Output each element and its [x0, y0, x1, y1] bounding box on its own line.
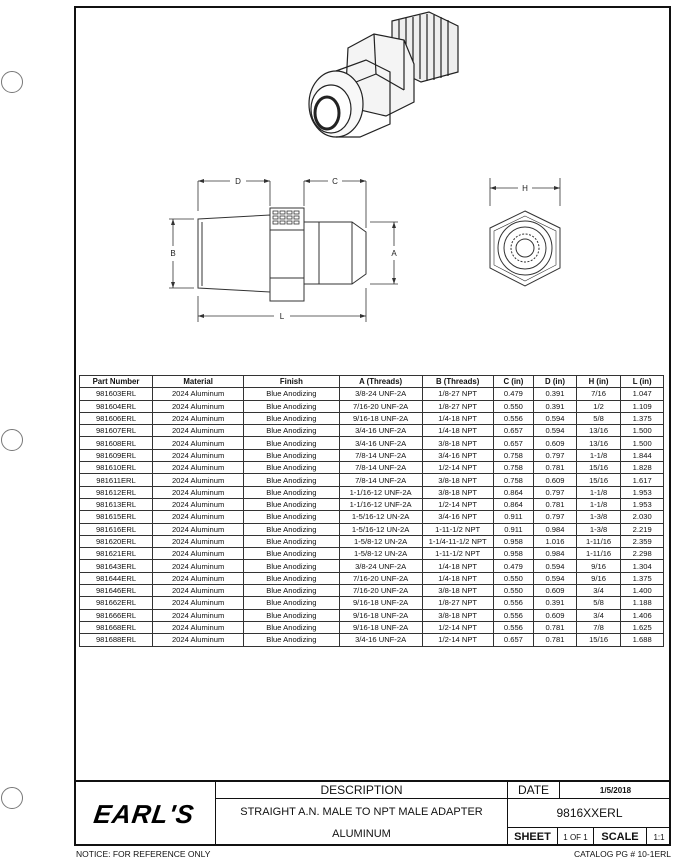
scale-value: 1:1	[653, 832, 665, 842]
cell-material: 2024 Aluminum	[153, 498, 244, 510]
scale-label: SCALE	[594, 828, 647, 846]
reference-notice: NOTICE: FOR REFERENCE ONLY	[76, 849, 211, 859]
table-row	[80, 585, 664, 597]
cell-b-threads: 1/4-18 NPT	[422, 572, 493, 584]
cell-b-threads: 1-1/4-11-1/2 NPT	[422, 535, 493, 547]
cell-h: 15/16	[576, 474, 621, 486]
cell-d: 1.016	[534, 535, 577, 547]
cell-finish: Blue Anodizing	[244, 498, 339, 510]
table-row	[80, 462, 664, 474]
cell-l: 1.617	[621, 474, 664, 486]
cell-part-number: 981666ERL	[80, 609, 153, 621]
parts-table-body	[80, 388, 664, 646]
cell-d: 0.984	[534, 523, 577, 535]
cell-material: 2024 Aluminum	[153, 388, 244, 400]
cell-h: 9/16	[576, 560, 621, 572]
cell-a-threads: 9/16-18 UNF-2A	[339, 412, 422, 424]
cell-finish: Blue Anodizing	[244, 449, 339, 461]
cell-b-threads: 1/2-14 NPT	[422, 634, 493, 646]
table-row	[80, 609, 664, 621]
cell-h: 1-3/8	[576, 511, 621, 523]
cell-c: 0.758	[493, 474, 534, 486]
cell-b-threads: 3/4-16 NPT	[422, 511, 493, 523]
cell-part-number: 981621ERL	[80, 548, 153, 560]
cell-c: 0.657	[493, 425, 534, 437]
sheet-value: 1 OF 1	[558, 828, 594, 846]
col-finish: Finish	[244, 376, 339, 388]
cell-l: 1.828	[621, 462, 664, 474]
cell-finish: Blue Anodizing	[244, 548, 339, 560]
cell-material: 2024 Aluminum	[153, 462, 244, 474]
cell-l: 1.953	[621, 486, 664, 498]
cell-b-threads: 1/4-18 NPT	[422, 412, 493, 424]
cell-l: 1.400	[621, 585, 664, 597]
cell-part-number: 981620ERL	[80, 535, 153, 547]
cell-a-threads: 1-5/8-12 UN-2A	[339, 535, 422, 547]
cell-l: 2.298	[621, 548, 664, 560]
table-row	[80, 388, 664, 400]
col-d: D (in)	[534, 376, 577, 388]
cell-a-threads: 3/8-24 UNF-2A	[339, 560, 422, 572]
cell-part-number: 981610ERL	[80, 462, 153, 474]
cell-material: 2024 Aluminum	[153, 585, 244, 597]
table-row	[80, 634, 664, 646]
cell-part-number: 981646ERL	[80, 585, 153, 597]
cell-b-threads: 1-11-1/2 NPT	[422, 548, 493, 560]
table-row	[80, 535, 664, 547]
description-line-1: STRAIGHT A.N. MALE TO NPT MALE ADAPTER	[240, 805, 483, 818]
cell-b-threads: 3/4-16 NPT	[422, 449, 493, 461]
cell-finish: Blue Anodizing	[244, 597, 339, 609]
cell-part-number: 981607ERL	[80, 425, 153, 437]
table-row	[80, 498, 664, 510]
cell-d: 0.391	[534, 400, 577, 412]
cell-c: 0.479	[493, 560, 534, 572]
cell-material: 2024 Aluminum	[153, 572, 244, 584]
table-header-row	[80, 376, 664, 388]
fitting-3d-render	[309, 12, 458, 137]
cell-d: 0.609	[534, 609, 577, 621]
cell-h: 1-1/8	[576, 449, 621, 461]
cell-d: 0.797	[534, 449, 577, 461]
cell-a-threads: 3/4-16 UNF-2A	[339, 634, 422, 646]
cell-material: 2024 Aluminum	[153, 400, 244, 412]
cell-part-number: 981688ERL	[80, 634, 153, 646]
cell-l: 1.109	[621, 400, 664, 412]
cell-b-threads: 1-11-1/2 NPT	[422, 523, 493, 535]
cell-finish: Blue Anodizing	[244, 437, 339, 449]
cell-h: 1-1/8	[576, 498, 621, 510]
cell-h: 15/16	[576, 634, 621, 646]
table-row	[80, 560, 664, 572]
cell-d: 0.391	[534, 597, 577, 609]
cell-part-number: 981608ERL	[80, 437, 153, 449]
cell-l: 2.359	[621, 535, 664, 547]
cell-material: 2024 Aluminum	[153, 609, 244, 621]
cell-h: 1-11/16	[576, 548, 621, 560]
cell-material: 2024 Aluminum	[153, 425, 244, 437]
cell-finish: Blue Anodizing	[244, 523, 339, 535]
cell-part-number: 981644ERL	[80, 572, 153, 584]
cell-b-threads: 3/8-18 NPT	[422, 437, 493, 449]
cell-finish: Blue Anodizing	[244, 412, 339, 424]
cell-b-threads: 1/2-14 NPT	[422, 621, 493, 633]
cell-l: 1.375	[621, 572, 664, 584]
cell-part-number: 981616ERL	[80, 523, 153, 535]
col-h: H (in)	[576, 376, 621, 388]
cell-l: 1.953	[621, 498, 664, 510]
cell-material: 2024 Aluminum	[153, 560, 244, 572]
cell-a-threads: 7/8-14 UNF-2A	[339, 449, 422, 461]
cell-b-threads: 1/8-27 NPT	[422, 597, 493, 609]
cell-material: 2024 Aluminum	[153, 597, 244, 609]
cell-finish: Blue Anodizing	[244, 462, 339, 474]
cell-d: 0.594	[534, 572, 577, 584]
cell-a-threads: 1-1/16-12 UNF-2A	[339, 486, 422, 498]
cell-part-number: 981613ERL	[80, 498, 153, 510]
cell-material: 2024 Aluminum	[153, 523, 244, 535]
cell-part-number: 981662ERL	[80, 597, 153, 609]
cell-finish: Blue Anodizing	[244, 388, 339, 400]
table-row	[80, 474, 664, 486]
cell-d: 0.984	[534, 548, 577, 560]
cell-c: 0.911	[493, 523, 534, 535]
cell-finish: Blue Anodizing	[244, 609, 339, 621]
cell-a-threads: 3/4-16 UNF-2A	[339, 425, 422, 437]
parts-table	[79, 375, 664, 647]
dim-label-l: L	[279, 312, 285, 321]
cell-material: 2024 Aluminum	[153, 634, 244, 646]
dim-label-d: D	[235, 177, 241, 186]
logo-cell	[74, 782, 216, 846]
cell-l: 1.406	[621, 609, 664, 621]
cell-part-number: 981612ERL	[80, 486, 153, 498]
catalog-page: CATALOG PG # 10-1ERL	[574, 849, 671, 859]
table-row	[80, 400, 664, 412]
cell-d: 0.609	[534, 585, 577, 597]
cell-a-threads: 9/16-18 UNF-2A	[339, 609, 422, 621]
date-value: 1/5/2018	[560, 782, 671, 799]
dimension-lines	[169, 178, 560, 322]
cell-a-threads: 7/16-20 UNF-2A	[339, 572, 422, 584]
cell-c: 0.556	[493, 597, 534, 609]
cell-d: 0.594	[534, 412, 577, 424]
cell-a-threads: 9/16-18 UNF-2A	[339, 597, 422, 609]
cell-material: 2024 Aluminum	[153, 511, 244, 523]
col-a-threads: A (Threads)	[339, 376, 422, 388]
col-b-threads: B (Threads)	[422, 376, 493, 388]
cell-d: 0.797	[534, 511, 577, 523]
col-c: C (in)	[493, 376, 534, 388]
cell-finish: Blue Anodizing	[244, 560, 339, 572]
table-row	[80, 437, 664, 449]
cell-d: 0.797	[534, 486, 577, 498]
dim-label-a: A	[391, 249, 397, 258]
cell-c: 0.550	[493, 585, 534, 597]
cell-l: 1.500	[621, 425, 664, 437]
binder-hole	[1, 787, 23, 809]
title-block	[74, 780, 671, 846]
cell-l: 1.047	[621, 388, 664, 400]
cell-c: 0.758	[493, 462, 534, 474]
cell-finish: Blue Anodizing	[244, 486, 339, 498]
cell-h: 1-1/8	[576, 486, 621, 498]
cell-d: 0.781	[534, 498, 577, 510]
cell-h: 5/8	[576, 597, 621, 609]
cell-b-threads: 1/2-14 NPT	[422, 462, 493, 474]
cell-c: 0.657	[493, 634, 534, 646]
cell-h: 13/16	[576, 425, 621, 437]
cell-finish: Blue Anodizing	[244, 621, 339, 633]
cell-b-threads: 3/8-18 NPT	[422, 474, 493, 486]
cell-c: 0.479	[493, 388, 534, 400]
table-row	[80, 486, 664, 498]
cell-l: 1.304	[621, 560, 664, 572]
cell-c: 0.550	[493, 400, 534, 412]
cell-b-threads: 1/4-18 NPT	[422, 425, 493, 437]
description-body	[216, 799, 508, 846]
cell-part-number: 981604ERL	[80, 400, 153, 412]
cell-b-threads: 1/4-18 NPT	[422, 560, 493, 572]
cell-part-number: 981668ERL	[80, 621, 153, 633]
cell-d: 0.609	[534, 474, 577, 486]
cell-material: 2024 Aluminum	[153, 449, 244, 461]
cell-c: 0.556	[493, 609, 534, 621]
cell-finish: Blue Anodizing	[244, 535, 339, 547]
cell-finish: Blue Anodizing	[244, 634, 339, 646]
cell-d: 0.781	[534, 621, 577, 633]
description-line-2: ALUMINUM	[332, 827, 391, 840]
col-material: Material	[153, 376, 244, 388]
cell-a-threads: 9/16-18 UNF-2A	[339, 621, 422, 633]
table-row	[80, 523, 664, 535]
cell-b-threads: 1/2-14 NPT	[422, 498, 493, 510]
cell-material: 2024 Aluminum	[153, 437, 244, 449]
cell-b-threads: 3/8-18 NPT	[422, 486, 493, 498]
cell-l: 1.625	[621, 621, 664, 633]
cell-c: 0.958	[493, 535, 534, 547]
cell-h: 7/8	[576, 621, 621, 633]
cell-material: 2024 Aluminum	[153, 621, 244, 633]
cell-c: 0.911	[493, 511, 534, 523]
cell-part-number: 981643ERL	[80, 560, 153, 572]
cell-c: 0.864	[493, 498, 534, 510]
col-l: L (in)	[621, 376, 664, 388]
cell-l: 1.375	[621, 412, 664, 424]
cell-l: 1.844	[621, 449, 664, 461]
cell-h: 3/4	[576, 585, 621, 597]
cell-material: 2024 Aluminum	[153, 486, 244, 498]
cell-c: 0.864	[493, 486, 534, 498]
cell-part-number: 981606ERL	[80, 412, 153, 424]
cell-d: 0.781	[534, 462, 577, 474]
table-row	[80, 412, 664, 424]
cell-c: 0.958	[493, 548, 534, 560]
cell-material: 2024 Aluminum	[153, 548, 244, 560]
dim-label-b: B	[170, 249, 176, 258]
table-row	[80, 621, 664, 633]
cell-d: 0.391	[534, 388, 577, 400]
cell-h: 1/2	[576, 400, 621, 412]
cell-a-threads: 3/8-24 UNF-2A	[339, 388, 422, 400]
cell-part-number: 981609ERL	[80, 449, 153, 461]
table-row	[80, 597, 664, 609]
earls-logo: EARL'S	[92, 798, 197, 829]
cell-h: 9/16	[576, 572, 621, 584]
cell-d: 0.594	[534, 425, 577, 437]
cell-h: 13/16	[576, 437, 621, 449]
col-part-number: Part Number	[80, 376, 153, 388]
cell-a-threads: 1-1/16-12 UNF-2A	[339, 498, 422, 510]
binder-hole	[1, 71, 23, 93]
cell-material: 2024 Aluminum	[153, 412, 244, 424]
cell-a-threads: 1-5/16-12 UN-2A	[339, 523, 422, 535]
cell-h: 3/4	[576, 609, 621, 621]
technical-drawing	[74, 6, 671, 371]
cell-c: 0.657	[493, 437, 534, 449]
cell-c: 0.550	[493, 572, 534, 584]
cell-b-threads: 1/8-27 NPT	[422, 400, 493, 412]
cell-c: 0.556	[493, 621, 534, 633]
cell-finish: Blue Anodizing	[244, 425, 339, 437]
cell-a-threads: 7/8-14 UNF-2A	[339, 462, 422, 474]
cell-b-threads: 3/8-18 NPT	[422, 609, 493, 621]
cell-h: 1-11/16	[576, 535, 621, 547]
cell-a-threads: 3/4-16 UNF-2A	[339, 437, 422, 449]
cell-finish: Blue Anodizing	[244, 572, 339, 584]
cell-b-threads: 1/8-27 NPT	[422, 388, 493, 400]
fitting-end-view	[490, 211, 560, 286]
cell-c: 0.556	[493, 412, 534, 424]
cell-finish: Blue Anodizing	[244, 400, 339, 412]
table-row	[80, 548, 664, 560]
table-row	[80, 511, 664, 523]
cell-c: 0.758	[493, 449, 534, 461]
cell-b-threads: 3/8-18 NPT	[422, 585, 493, 597]
description-label: DESCRIPTION	[216, 782, 508, 799]
cell-a-threads: 7/16-20 UNF-2A	[339, 400, 422, 412]
cell-material: 2024 Aluminum	[153, 535, 244, 547]
binder-hole	[1, 429, 23, 451]
dim-label-h: H	[522, 184, 528, 193]
cell-l: 1.500	[621, 437, 664, 449]
cell-h: 15/16	[576, 462, 621, 474]
cell-a-threads: 7/8-14 UNF-2A	[339, 474, 422, 486]
dim-label-c: C	[332, 177, 338, 186]
cell-a-threads: 1-5/8-12 UN-2A	[339, 548, 422, 560]
date-label: DATE	[508, 782, 560, 799]
cell-h: 5/8	[576, 412, 621, 424]
cell-a-threads: 7/16-20 UNF-2A	[339, 585, 422, 597]
sheet-label: SHEET	[508, 828, 558, 846]
cell-part-number: 981603ERL	[80, 388, 153, 400]
cell-d: 0.781	[534, 634, 577, 646]
fitting-side-view	[198, 208, 366, 301]
cell-d: 0.609	[534, 437, 577, 449]
cell-l: 2.030	[621, 511, 664, 523]
cell-h: 1-3/8	[576, 523, 621, 535]
cell-l: 1.688	[621, 634, 664, 646]
cell-finish: Blue Anodizing	[244, 474, 339, 486]
table-row	[80, 572, 664, 584]
cell-a-threads: 1-5/16-12 UN-2A	[339, 511, 422, 523]
cell-l: 1.188	[621, 597, 664, 609]
cell-part-number: 981611ERL	[80, 474, 153, 486]
cell-l: 2.219	[621, 523, 664, 535]
table-row	[80, 425, 664, 437]
table-row	[80, 449, 664, 461]
cell-h: 7/16	[576, 388, 621, 400]
cell-part-number: 981615ERL	[80, 511, 153, 523]
cell-d: 0.594	[534, 560, 577, 572]
cell-finish: Blue Anodizing	[244, 511, 339, 523]
cell-finish: Blue Anodizing	[244, 585, 339, 597]
cell-material: 2024 Aluminum	[153, 474, 244, 486]
part-number-value: 9816XXERL	[508, 799, 671, 828]
